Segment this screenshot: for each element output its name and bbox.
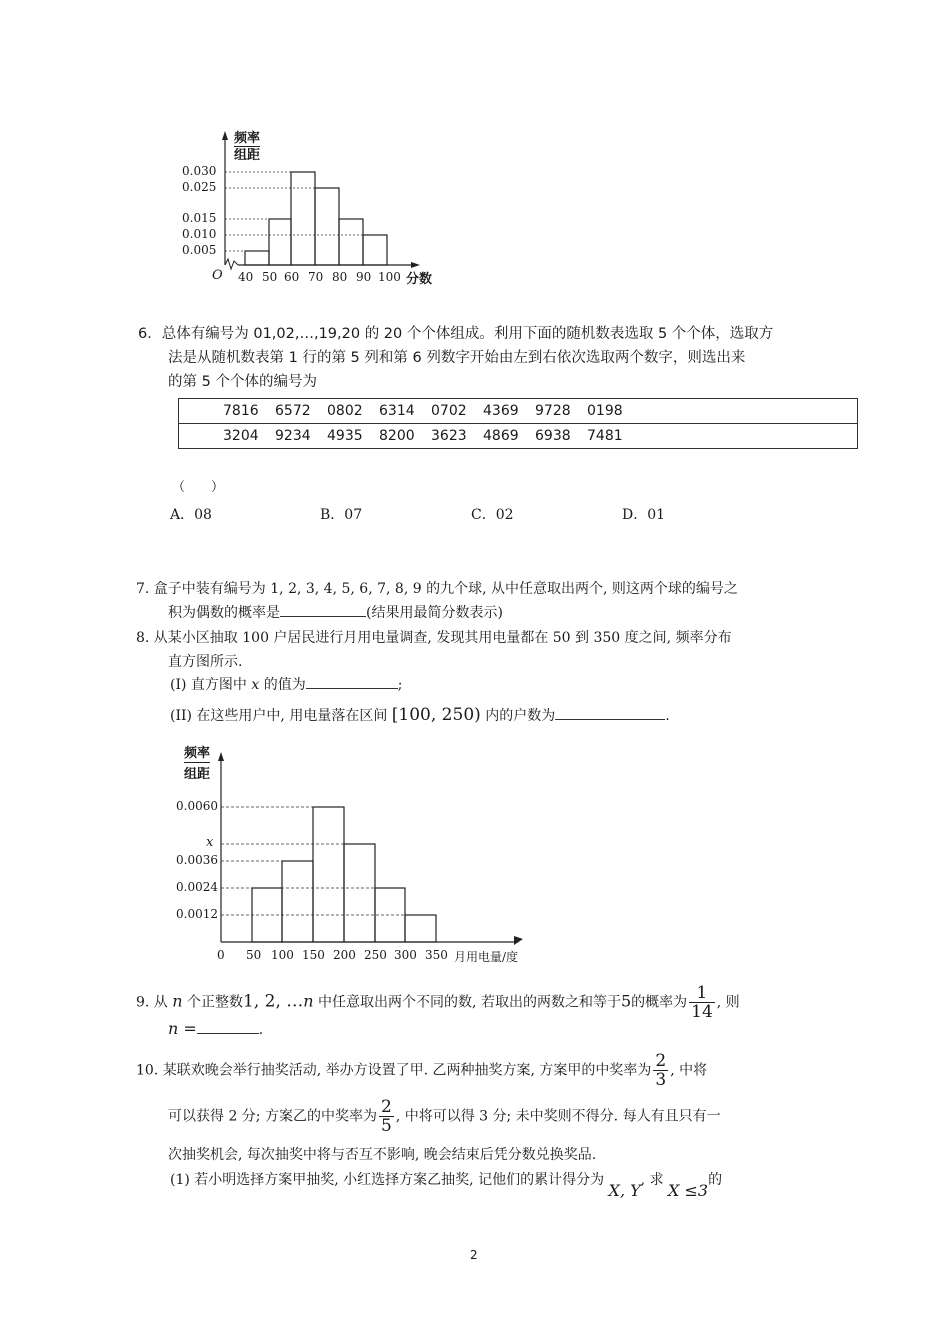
table-cell: 9728 [535, 399, 587, 424]
q10-line1: 10. 某联欢晚会举行抽奖活动, 举办方设置了甲. 乙两种抽奖方案, 方案甲的中奖率为 $\frac{2}{3}$ , 中将 [136, 1051, 708, 1090]
x-tick: 100 [378, 270, 401, 284]
table-cell: 8200 [379, 424, 431, 449]
electricity-histogram [170, 740, 530, 970]
y-tick: 0.005 [182, 243, 217, 257]
table-cell: 3623 [431, 424, 483, 449]
option-d: D．01 [622, 507, 666, 523]
origin-label: O [212, 268, 223, 283]
fraction: $\frac{2}{5}$ [380, 1097, 392, 1136]
score-histogram [170, 125, 450, 295]
x-tick: 40 [238, 270, 254, 284]
x-tick: 50 [246, 948, 262, 962]
x-axis-label: 分数 [406, 272, 433, 287]
y-tick: 0.0036 [176, 853, 218, 867]
y-axis-label-top: 频率 [234, 131, 261, 146]
q8-part1: (I) 直方图中 x 的值为 ; [170, 674, 402, 696]
interval: [100, 250) [391, 705, 481, 725]
x-tick: 350 [425, 948, 448, 962]
q10-line4: (1) 若小明选择方案甲抽奖, 小红选择方案乙抽奖, 记他们的累计得分为 X, Y, 求 X ≤3的 [170, 1172, 723, 1200]
q8-line2: 直方图所示. [168, 654, 243, 670]
q8-part2: (II) 在这些用户中, 用电量落在区间 [100, 250) 内的户数为 . [170, 705, 670, 725]
table-cell: 0702 [431, 399, 483, 424]
y-axis-label-bottom: 组距 [234, 148, 261, 163]
y-tick: 0.0024 [176, 880, 218, 894]
answer-paren: （ ） [172, 480, 225, 495]
answer-blank [306, 674, 398, 689]
y-tick: 0.015 [182, 211, 217, 225]
x-tick: 0 [217, 948, 225, 962]
y-tick: 0.0012 [176, 907, 218, 921]
variable-x: x [251, 677, 260, 693]
x-tick: 60 [284, 270, 300, 284]
x-tick: 100 [271, 948, 294, 962]
q8-line1: 8. 从某小区抽取 100 户居民进行月用电量调查, 发现其用电量都在 50 到 350 度之间, 频率分布 [136, 630, 732, 646]
y-axis-label-bottom: 组距 [184, 767, 211, 782]
q9-line1: 9. 从 n 个正整数1, 2, …n 中任意取出两个不同的数, 若取出的两数之和等于5的概率为 $\frac{1}{14}$ , 则 [136, 983, 740, 1022]
table-row [179, 424, 858, 449]
answer-blank [197, 1019, 259, 1034]
table-cell: 0802 [327, 399, 379, 424]
option-c: C．02 [471, 507, 514, 523]
fraction: $\frac{2}{3}$ [655, 1051, 667, 1090]
q7-line2: 积为偶数的概率是 (结果用最简分数表示) [168, 602, 503, 624]
table-row [179, 399, 858, 424]
q10-line3: 次抽奖机会, 每次抽奖中将与否互不影响, 晚会结束后凭分数兑换奖品. [168, 1147, 597, 1163]
fraction: $\frac{1}{14}$ [691, 983, 713, 1022]
option-b: B．07 [320, 507, 363, 523]
table-cell: 6938 [535, 424, 587, 449]
q9-line2: n = . [168, 1019, 264, 1038]
y-tick: 0.025 [182, 180, 217, 194]
y-tick-x: x [206, 835, 214, 850]
answer-blank [555, 705, 665, 720]
table-cell: 7816 [223, 399, 275, 424]
y-axis-label-top: 频率 [184, 746, 211, 761]
q6-line2: 法是从随机数表第 1 行的第 5 列和第 6 列数字开始由左到右依次选取两个数字，则选出来 [168, 350, 746, 366]
table-cell: 6572 [275, 399, 327, 424]
table-cell: 4935 [327, 424, 379, 449]
q6-line1: 6．总体有编号为 01,02,…,19,20 的 20 个个体组成。利用下面的随机数表选取 5 个个体，选取方 [138, 326, 774, 342]
option-a: A．08 [170, 507, 212, 523]
x-tick: 50 [262, 270, 278, 284]
q6-number: 6 [138, 326, 148, 342]
x-tick: 90 [356, 270, 372, 284]
table-cell: 4869 [483, 424, 535, 449]
page-number: 2 [470, 1248, 478, 1262]
x-tick: 300 [394, 948, 417, 962]
x-tick: 70 [308, 270, 324, 284]
x-tick: 200 [333, 948, 356, 962]
x-tick: 250 [364, 948, 387, 962]
table-cell: 7481 [587, 424, 639, 449]
x-tick: 150 [302, 948, 325, 962]
table-cell: 9234 [275, 424, 327, 449]
table-cell: 3204 [223, 424, 275, 449]
q7-line1: 7. 盒子中装有编号为 1, 2, 3, 4, 5, 6, 7, 8, 9 的九个球, 从中任意取出两个, 则这两个球的编号之 [136, 581, 738, 597]
table-cell: 0198 [587, 399, 639, 424]
q10-line2: 可以获得 2 分; 方案乙的中奖率为 $\frac{2}{5}$ , 中将可以得 3 分; 未中奖则不得分. 每人有且只有一 [168, 1097, 721, 1136]
x-axis-label: 月用电量/度 [454, 950, 519, 964]
x-tick: 80 [332, 270, 348, 284]
random-number-table [178, 398, 858, 449]
y-tick: 0.0060 [176, 799, 218, 813]
q6-line3: 的第 5 个个体的编号为 [168, 374, 317, 390]
answer-blank [280, 602, 366, 617]
y-tick: 0.010 [182, 227, 217, 241]
y-tick: 0.030 [182, 164, 217, 178]
table-cell: 6314 [379, 399, 431, 424]
table-cell: 4369 [483, 399, 535, 424]
